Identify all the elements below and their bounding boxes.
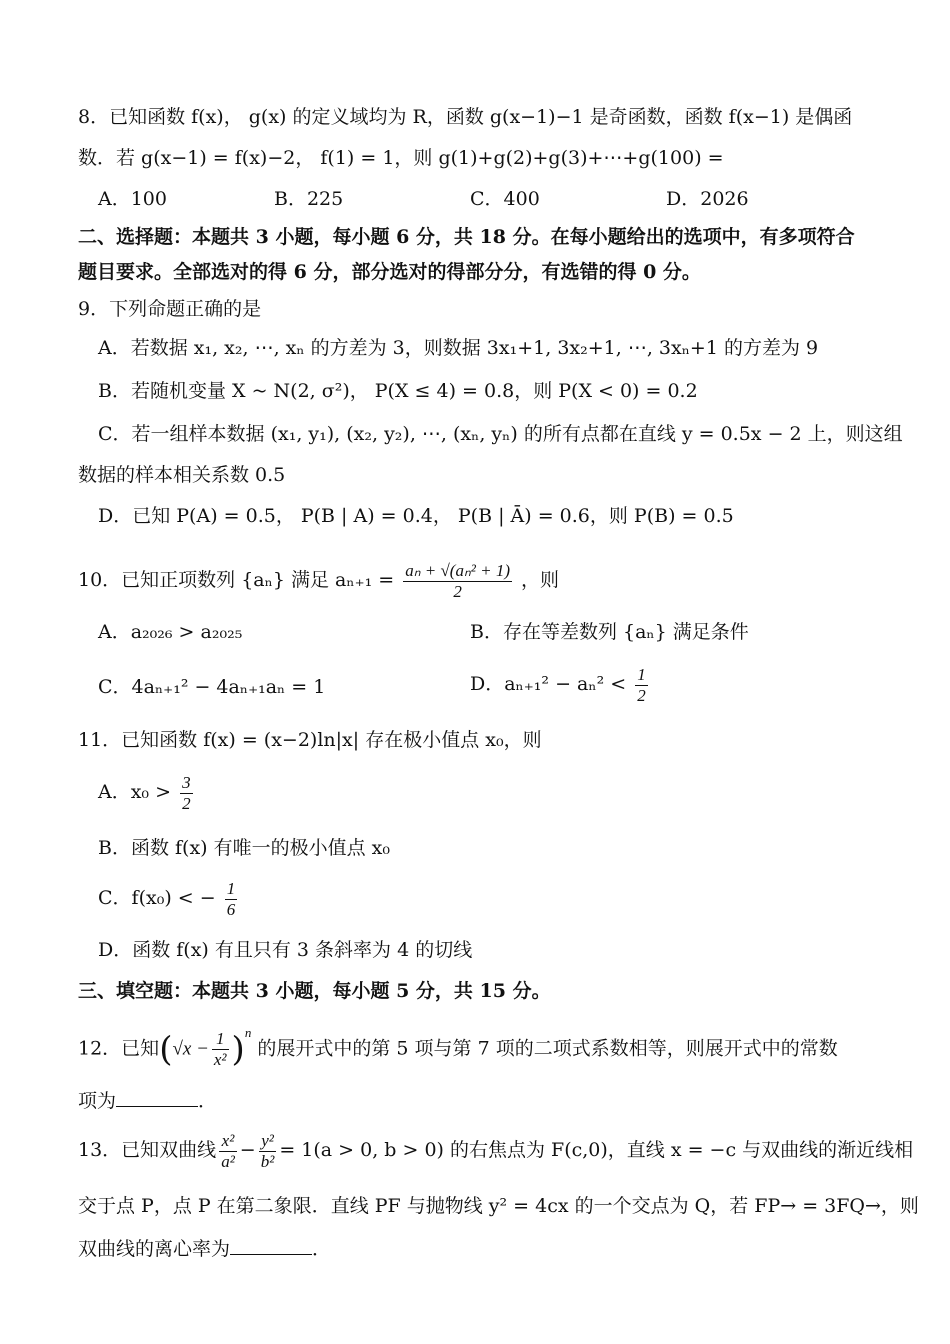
q12-exponent: n <box>244 1025 252 1040</box>
q13-line3-text: 双曲线的离心率为 <box>78 1238 231 1260</box>
q9-stem: 9．下列命题正确的是 <box>78 298 262 320</box>
q13-line1 <box>78 1126 913 1174</box>
q11-option-b: B．函数 f(x) 有唯一的极小值点 x₀ <box>98 837 390 859</box>
q11-option-c <box>98 876 240 920</box>
q12-post: 的展开式中的第 5 项与第 7 项的二项式系数相等，则展开式中的常数 <box>257 1037 838 1060</box>
q10-fraction-denominator: 2 <box>453 581 462 601</box>
q10-stem-pre: 10．已知正项数列 {aₙ} 满足 aₙ₊₁ = <box>78 569 395 591</box>
q13-fraction-y-denominator: b² <box>260 1151 275 1171</box>
q9-option-b: B．若随机变量 X ~ N(2, σ²)， P(X ≤ 4) = 0.8，则 P(X < 0) = 0.2 <box>98 380 698 402</box>
q11-option-c-fraction <box>225 879 238 920</box>
q11-option-a-numerator: 3 <box>182 772 191 792</box>
section2-header-line2: 题目要求。全部选对的得 6 分，部分选对的得部分分，有选错的得 0 分。 <box>78 261 701 283</box>
q9-option-d: D．已知 P(A) = 0.5， P(B | A) = 0.4， P(B | Ā) = 0.6，则 P(B) = 0.5 <box>98 505 734 527</box>
q11-option-a-pre: A．x₀ > <box>98 781 172 803</box>
q12-left-paren: ( <box>159 1029 173 1070</box>
q8-option-b: B．225 <box>274 188 344 210</box>
q12-fraction-denominator: x² <box>213 1049 227 1069</box>
q11-option-c-denominator: 6 <box>226 899 236 919</box>
q9-option-a: A．若数据 x₁, x₂, ⋯, xₙ 的方差为 3，则数据 3x₁+1, 3x₂+1, ⋯, 3xₙ+1 的方差为 9 <box>98 337 819 359</box>
q10-fraction <box>403 561 512 602</box>
q12-answer-blank[interactable] <box>116 1088 198 1107</box>
q11-option-a-denominator: 2 <box>182 793 191 813</box>
q10-stem-post: ，则 <box>521 569 560 591</box>
q10-fraction-numerator: aₙ + √(aₙ² + 1) <box>405 560 510 580</box>
q13-minus: − <box>239 1139 256 1161</box>
q10-option-d-fraction <box>635 665 648 706</box>
q11-option-c-pre: C．f(x₀) < − <box>98 887 216 909</box>
q13-fraction-x <box>219 1131 237 1172</box>
q10-option-d-denominator: 2 <box>637 685 646 705</box>
q8-option-d: D．2026 <box>666 188 749 210</box>
q12-right-paren: ) <box>231 1029 245 1070</box>
q12-pre: 12．已知 <box>78 1037 160 1060</box>
q11-option-a-fraction <box>180 773 193 814</box>
section3-header: 三、填空题：本题共 3 小题，每小题 5 分，共 15 分。 <box>78 980 551 1002</box>
q11-option-c-numerator: 1 <box>226 878 236 898</box>
q10-option-d <box>470 662 651 706</box>
q12-fraction-numerator: 1 <box>212 1029 229 1050</box>
q10-option-a: A．a₂₀₂₆ > a₂₀₂₅ <box>98 621 243 643</box>
q8-option-a: A．100 <box>98 188 167 210</box>
q9-option-c-line1: C．若一组样本数据 (x₁, y₁), (x₂, y₂), ⋯, (xₙ, yₙ) 的所有点都在直线 y = 0.5x − 2 上，则这组 <box>98 423 903 445</box>
q13-fraction-x-denominator: a² <box>221 1151 235 1171</box>
q12-line1 <box>78 1018 838 1074</box>
q10-option-d-pre: D．aₙ₊₁² − aₙ² < <box>470 673 627 695</box>
q10-stem <box>78 558 559 602</box>
q11-stem: 11．已知函数 f(x) = (x−2)ln|x| 存在极小值点 x₀，则 <box>78 729 542 751</box>
q11-option-a <box>98 770 196 814</box>
q13-post: = 1(a > 0, b > 0) 的右焦点为 F(c,0)，直线 x = −c 与双曲线的渐近线相 <box>279 1139 914 1161</box>
q12-end: ． <box>198 1090 218 1112</box>
q12-line2-text: 项为 <box>78 1090 117 1112</box>
q13-fraction-y-numerator: y² <box>259 1131 277 1152</box>
q13-line2: 交于点 P，点 P 在第二象限．直线 PF 与抛物线 y² = 4cx 的一个交点为 Q，若 FP→ = 3FQ→，则 <box>78 1195 919 1217</box>
section2-header-line1: 二、选择题：本题共 3 小题，每小题 6 分，共 18 分。在每小题给出的选项中，有多项符合 <box>78 226 855 248</box>
q10-option-b: B．存在等差数列 {aₙ} 满足条件 <box>470 621 749 643</box>
q13-end: ． <box>312 1238 332 1260</box>
q8-line1: 8．已知函数 f(x)， g(x) 的定义域均为 R，函数 g(x−1)−1 是奇函数，函数 f(x−1) 是偶函 <box>78 106 853 128</box>
q10-option-d-numerator: 1 <box>637 664 646 684</box>
q13-answer-blank[interactable] <box>230 1236 312 1255</box>
q13-fraction-y <box>259 1131 277 1172</box>
q11-option-d: D．函数 f(x) 有且只有 3 条斜率为 4 的切线 <box>98 939 473 961</box>
q8-option-c: C．400 <box>470 188 540 210</box>
q13-pre: 13．已知双曲线 <box>78 1139 217 1161</box>
q12-expr-a: √x − <box>172 1038 209 1060</box>
q13-fraction-x-numerator: x² <box>219 1131 237 1152</box>
q12-line2 <box>78 1088 217 1114</box>
q9-option-c-line2: 数据的样本相关系数 0.5 <box>78 464 286 486</box>
q8-line2: 数．若 g(x−1) = f(x)−2， f(1) = 1，则 g(1)+g(2)+g(3)+⋯+g(100) = <box>78 147 724 169</box>
q10-option-c: C．4aₙ₊₁² − 4aₙ₊₁aₙ = 1 <box>98 676 326 698</box>
q13-line3 <box>78 1236 331 1262</box>
q12-fraction <box>212 1029 229 1070</box>
